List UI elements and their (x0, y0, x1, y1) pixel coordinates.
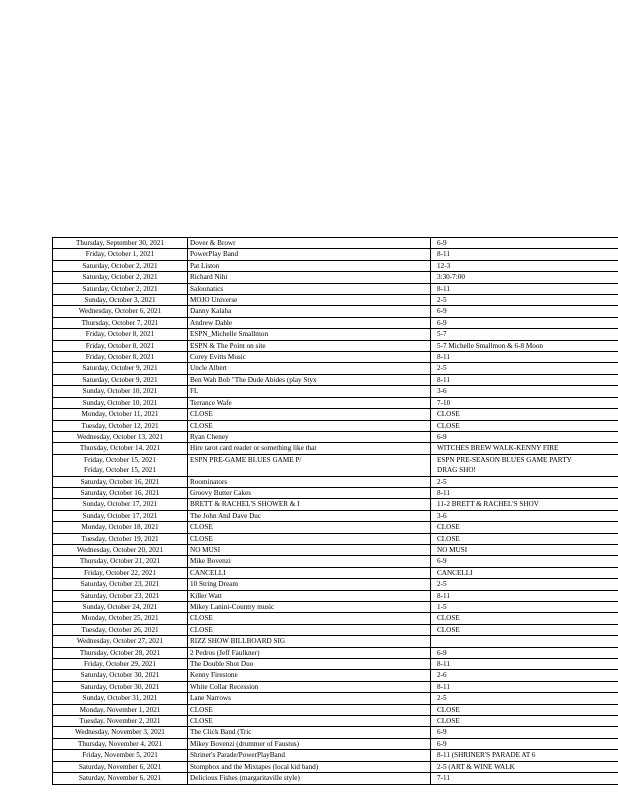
table-row (53, 659, 618, 670)
table-row (53, 590, 618, 601)
table-row (53, 238, 618, 249)
time-cell: 3-6 (431, 386, 618, 397)
act-cell: CLOSE (188, 409, 431, 420)
date-cell: Monday, October 18, 2021 (53, 522, 188, 533)
date-cell: Tuesday, October 12, 2021 (53, 420, 188, 431)
act-cell: PowerPlay Band (188, 249, 431, 260)
act-cell: Corey Evitts Music (188, 352, 431, 363)
time-cell: CLOSE (431, 704, 618, 715)
act-cell: ESPN_Michelle Smallmon (188, 329, 431, 340)
schedule-table (52, 237, 618, 785)
date-cell: Friday, October 15, 2021 (53, 465, 188, 476)
date-cell: Sunday, October 24, 2021 (53, 602, 188, 613)
act-cell: Ben Wah Bob "The Dude Abides (play Styx (188, 374, 431, 385)
time-cell: CANCELLI (431, 567, 618, 578)
time-cell: 7-10 (431, 397, 618, 408)
table-row (53, 624, 618, 635)
time-cell: 6-9 (431, 317, 618, 328)
date-cell: Thursday, October 14, 2021 (53, 443, 188, 454)
time-cell: 6-9 (431, 556, 618, 567)
act-cell: Mikey Lanini-Country music (188, 602, 431, 613)
act-cell (188, 465, 431, 476)
time-cell: 8-11 (431, 283, 618, 294)
table-row (53, 510, 618, 521)
time-cell: 2-5 (431, 476, 618, 487)
date-cell: Sunday, October 17, 2021 (53, 510, 188, 521)
act-cell: White Collar Recession (188, 681, 431, 692)
time-cell: 8-11 (431, 590, 618, 601)
date-cell: Friday, October 8, 2021 (53, 329, 188, 340)
time-cell: 6-9 (431, 727, 618, 738)
table-row (53, 727, 618, 738)
date-cell: Wednesday, October 27, 2021 (53, 636, 188, 647)
date-cell: Thursday, October 28, 2021 (53, 647, 188, 658)
date-cell: Wednesday, October 20, 2021 (53, 544, 188, 555)
table-row (53, 283, 618, 294)
act-cell: CLOSE (188, 533, 431, 544)
date-cell: Wednesday, November 3, 2021 (53, 727, 188, 738)
time-cell: 8-11 (431, 249, 618, 260)
table-row (53, 363, 618, 374)
date-cell: Saturday, October 16, 2021 (53, 476, 188, 487)
table-row (53, 272, 618, 283)
time-cell: 2-5 (431, 295, 618, 306)
table-row (53, 317, 618, 328)
date-cell: Sunday, October 3, 2021 (53, 295, 188, 306)
time-cell: 12-3 (431, 260, 618, 271)
table-row (53, 602, 618, 613)
table-row (53, 670, 618, 681)
date-cell: Thursday, October 21, 2021 (53, 556, 188, 567)
date-cell: Thursday, September 30, 2021 (53, 238, 188, 249)
act-cell: CLOSE (188, 613, 431, 624)
time-cell: 2-5 (ART & WINE WALK (431, 761, 618, 772)
time-cell: CLOSE (431, 420, 618, 431)
date-cell: Saturday, October 30, 2021 (53, 681, 188, 692)
act-cell: 10 String Dream (188, 579, 431, 590)
time-cell: 8-11 (431, 352, 618, 363)
table-row (53, 613, 618, 624)
act-cell: CLOSE (188, 522, 431, 533)
date-cell: Friday, October 8, 2021 (53, 352, 188, 363)
table-row (53, 249, 618, 260)
time-cell: CLOSE (431, 522, 618, 533)
date-cell: Saturday, October 2, 2021 (53, 260, 188, 271)
table-row (53, 716, 618, 727)
act-cell: Uncle Albert (188, 363, 431, 374)
date-cell: Monday, October 25, 2021 (53, 613, 188, 624)
table-row (53, 306, 618, 317)
date-cell: Friday, October 15, 2021 (53, 454, 188, 465)
act-cell: Pat Liston (188, 260, 431, 271)
table-row (53, 704, 618, 715)
table-row (53, 465, 618, 476)
act-cell: CANCELLI (188, 567, 431, 578)
time-cell: 3-6 (431, 510, 618, 521)
table-row (53, 386, 618, 397)
table-row (53, 761, 618, 772)
date-cell: Friday, October 29, 2021 (53, 659, 188, 670)
act-cell: The John And Dave Duc (188, 510, 431, 521)
act-cell: Delicious Fishes (margaritaville style) (188, 773, 431, 784)
act-cell: RIZZ SHOW BILLBOARD SIG (188, 636, 431, 647)
date-cell: Friday, November 5, 2021 (53, 750, 188, 761)
time-cell: 1-5 (431, 602, 618, 613)
table-row (53, 544, 618, 555)
act-cell: CLOSE (188, 716, 431, 727)
act-cell: Stompbox and the Mixtapes (local kid band) (188, 761, 431, 772)
time-cell: 5-7 Michelle Smallmon & 6-8 Moon (431, 340, 618, 351)
time-cell: 8-11 (431, 487, 618, 498)
table-row (53, 374, 618, 385)
act-cell: Kenny Firestone (188, 670, 431, 681)
table-row (53, 409, 618, 420)
date-cell: Tuesday, November 2, 2021 (53, 716, 188, 727)
act-cell: CLOSE (188, 420, 431, 431)
time-cell: 11-2 BRETT & RACHEL'S SHOV (431, 499, 618, 510)
act-cell: The Click Band (Tric (188, 727, 431, 738)
act-cell: ESPN & The Point on site (188, 340, 431, 351)
act-cell: Killer Watt (188, 590, 431, 601)
act-cell: Groovy Butter Cakes (188, 487, 431, 498)
act-cell: Hire tarot card reader or something like that (188, 443, 431, 454)
table-row (53, 522, 618, 533)
time-cell: 2-5 (431, 579, 618, 590)
table-row (53, 397, 618, 408)
act-cell: Roominators (188, 476, 431, 487)
time-cell: 7-11 (431, 773, 618, 784)
date-cell: Saturday, November 6, 2021 (53, 773, 188, 784)
table-row (53, 738, 618, 749)
act-cell: CLOSE (188, 704, 431, 715)
schedule-body (53, 238, 618, 785)
date-cell: Saturday, October 16, 2021 (53, 487, 188, 498)
table-row (53, 420, 618, 431)
time-cell: CLOSE (431, 533, 618, 544)
table-row (53, 647, 618, 658)
table-row (53, 556, 618, 567)
table-row (53, 693, 618, 704)
date-cell: Tuesday, October 19, 2021 (53, 533, 188, 544)
date-cell: Saturday, October 9, 2021 (53, 374, 188, 385)
date-cell: Monday, November 1, 2021 (53, 704, 188, 715)
date-cell: Saturday, October 23, 2021 (53, 579, 188, 590)
date-cell: Saturday, October 30, 2021 (53, 670, 188, 681)
date-cell: Wednesday, October 13, 2021 (53, 431, 188, 442)
time-cell: CLOSE (431, 613, 618, 624)
date-cell: Sunday, October 31, 2021 (53, 693, 188, 704)
time-cell: 6-9 (431, 238, 618, 249)
act-cell: Danny Kalaha (188, 306, 431, 317)
table-row (53, 329, 618, 340)
act-cell: Saloonatics (188, 283, 431, 294)
table-row (53, 533, 618, 544)
act-cell: The Double Shot Duo (188, 659, 431, 670)
table-row (53, 295, 618, 306)
table-row (53, 431, 618, 442)
table-row (53, 499, 618, 510)
date-cell: Sunday, October 17, 2021 (53, 499, 188, 510)
table-row (53, 579, 618, 590)
act-cell: CLOSE (188, 624, 431, 635)
act-cell: Mikey Bovenzi (drummer of Faustus) (188, 738, 431, 749)
date-cell: Friday, October 22, 2021 (53, 567, 188, 578)
date-cell: Sunday, October 10, 2021 (53, 397, 188, 408)
time-cell: 8-11 (431, 374, 618, 385)
act-cell: Ryan Cheney (188, 431, 431, 442)
table-row (53, 352, 618, 363)
date-cell: Saturday, October 23, 2021 (53, 590, 188, 601)
time-cell: 8-11 (431, 659, 618, 670)
time-cell: 6-9 (431, 431, 618, 442)
act-cell: Richard Nihi (188, 272, 431, 283)
act-cell: 2 Pedros (Jeff Faulkner) (188, 647, 431, 658)
act-cell: Lane Narrows (188, 693, 431, 704)
date-cell: Saturday, October 9, 2021 (53, 363, 188, 374)
time-cell: 2-5 (431, 363, 618, 374)
table-row (53, 454, 618, 465)
table-row (53, 636, 618, 647)
act-cell: BRETT & RACHEL'S SHOWER & I (188, 499, 431, 510)
table-row (53, 476, 618, 487)
date-cell: Saturday, October 2, 2021 (53, 272, 188, 283)
act-cell: Mike Bovenzi (188, 556, 431, 567)
act-cell: Dover & Browr (188, 238, 431, 249)
act-cell: FL (188, 386, 431, 397)
date-cell: Tuesday, October 26, 2021 (53, 624, 188, 635)
time-cell: 3:30-7:00 (431, 272, 618, 283)
act-cell: ESPN PRE-GAME BLUES GAME P/ (188, 454, 431, 465)
time-cell: WITCHES BREW WALK-KENNY FIRE (431, 443, 618, 454)
time-cell: DRAG SHO! (431, 465, 618, 476)
time-cell: NO MUSI (431, 544, 618, 555)
date-cell: Thursday, November 4, 2021 (53, 738, 188, 749)
time-cell: 6-9 (431, 647, 618, 658)
date-cell: Saturday, October 2, 2021 (53, 283, 188, 294)
time-cell: 2-5 (431, 693, 618, 704)
table-row (53, 681, 618, 692)
act-cell: Shriner's Parade/PowerPlayBand (188, 750, 431, 761)
table-row (53, 773, 618, 784)
date-cell: Monday, October 11, 2021 (53, 409, 188, 420)
date-cell: Saturday, November 6, 2021 (53, 761, 188, 772)
date-cell: Thursday, October 7, 2021 (53, 317, 188, 328)
time-cell: CLOSE (431, 409, 618, 420)
table-row (53, 567, 618, 578)
time-cell: 8-11 (SHRINER'S PARADE AT 6 (431, 750, 618, 761)
act-cell: MOJO Universe (188, 295, 431, 306)
time-cell: CLOSE (431, 716, 618, 727)
time-cell: CLOSE (431, 624, 618, 635)
table-row (53, 340, 618, 351)
time-cell: 8-11 (431, 681, 618, 692)
table-row (53, 443, 618, 454)
date-cell: Friday, October 1, 2021 (53, 249, 188, 260)
time-cell: 5-7 (431, 329, 618, 340)
act-cell: Andrew Dahle (188, 317, 431, 328)
date-cell: Friday, October 8, 2021 (53, 340, 188, 351)
time-cell: 6-9 (431, 738, 618, 749)
table-row (53, 260, 618, 271)
date-cell: Sunday, October 10, 2021 (53, 386, 188, 397)
time-cell: 6-9 (431, 306, 618, 317)
time-cell: ESPN PRE-SEASON BLUES GAME PARTY (437, 455, 572, 464)
table-row (53, 487, 618, 498)
table-row (53, 750, 618, 761)
act-cell: NO MUSI (188, 544, 431, 555)
time-cell (431, 636, 618, 647)
act-cell: Terrance Wafe (188, 397, 431, 408)
time-cell: 2-6 (431, 670, 618, 681)
date-cell: Wednesday, October 6, 2021 (53, 306, 188, 317)
